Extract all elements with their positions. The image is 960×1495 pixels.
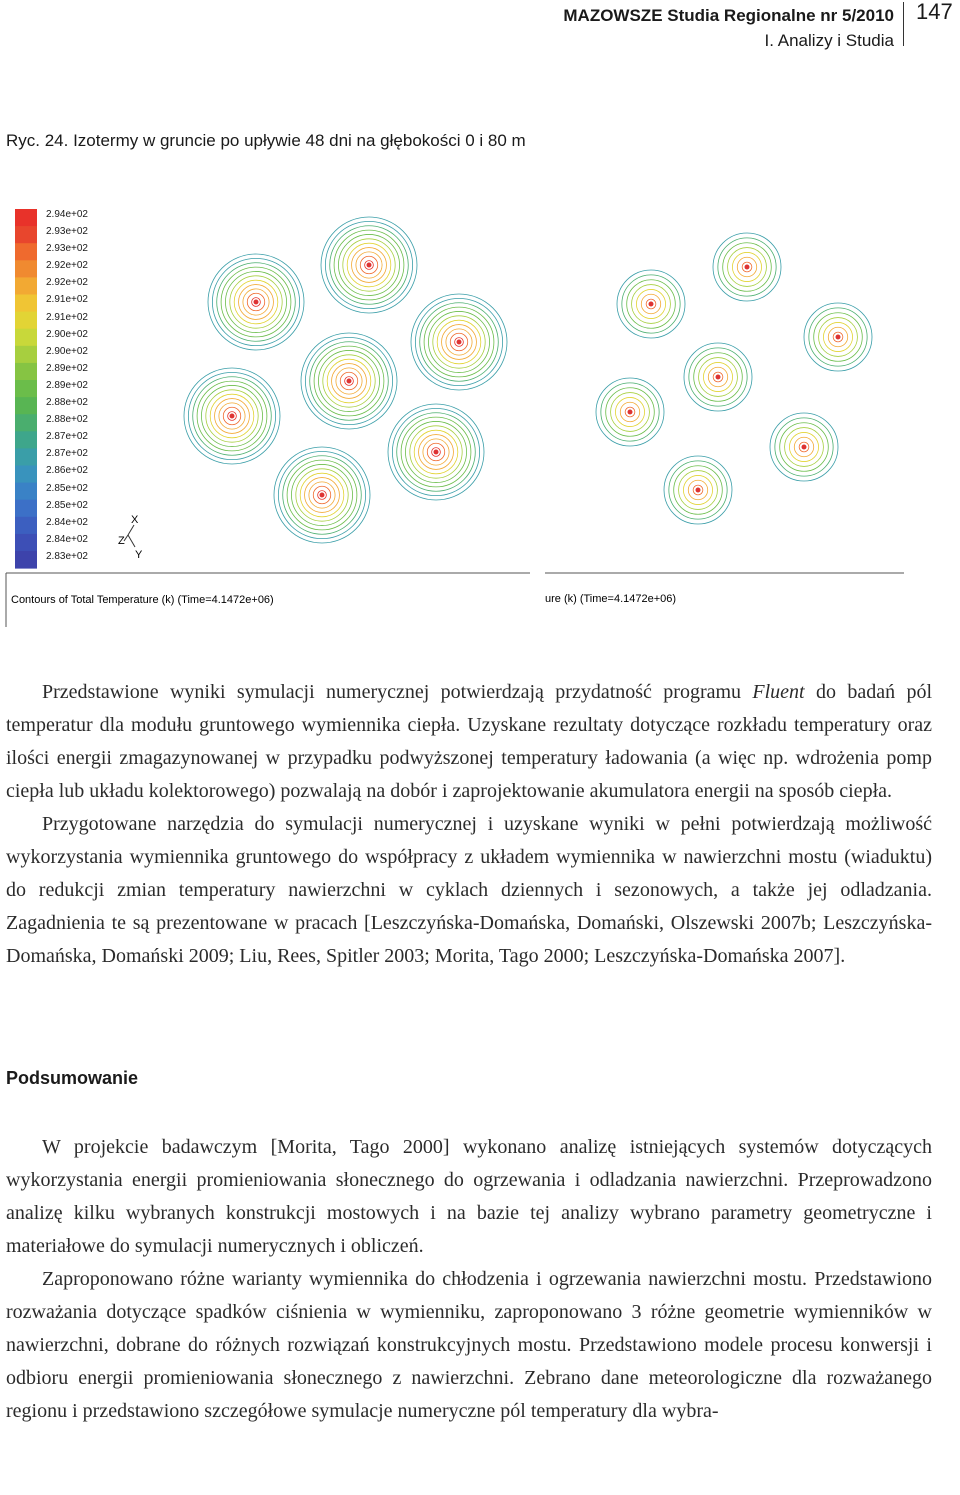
colorbar-swatch xyxy=(15,209,37,227)
colorbar-swatch xyxy=(15,243,37,261)
well-center xyxy=(367,263,372,268)
colorbar-label: 2.84e+02 xyxy=(46,516,88,528)
well-center xyxy=(802,445,807,450)
colorbar-label: 2.85e+02 xyxy=(46,482,88,494)
paragraph-4: Zaproponowano różne warianty wymiennika do chłodzenia i ogrzewania nawierzchni mostu. Przedstawiono rozważania dotyczące spadków ciśnienia w wymienniku, zaproponowano 3 różne geometrie wymienników w nawierzchni, dobrane do różnych rozwiązań konstrukcyjnych mostu. Przedstawiono modele procesu konwersji i odbioru energii promieniowania słonecznego z nawierzchni. Zebrano dane meteorologiczne dla rozważanego regionu i przedstawiono szczegółowe symulacje numeryczne pól temperatury dla wybra- xyxy=(6,1268,932,1422)
colorbar-swatch xyxy=(15,431,37,449)
well-center xyxy=(320,493,325,498)
colorbar-swatch xyxy=(15,500,37,518)
axis-z-label: Z xyxy=(118,535,125,547)
colorbar-swatch xyxy=(15,466,37,484)
colorbar-swatch xyxy=(15,295,37,313)
well-center xyxy=(745,265,750,270)
colorbar-swatch xyxy=(15,226,37,244)
colorbar-label: 2.88e+02 xyxy=(46,397,88,409)
page-header xyxy=(0,0,960,50)
header-divider xyxy=(903,2,904,46)
colorbar-label: 2.88e+02 xyxy=(46,414,88,426)
body-section-2 xyxy=(6,1131,932,1428)
colorbar-swatch xyxy=(15,517,37,535)
colorbar-label: 2.91e+02 xyxy=(46,294,88,306)
header-text xyxy=(563,3,894,53)
colorbar-label: 2.90e+02 xyxy=(46,328,88,340)
colorbar-labels xyxy=(46,206,88,565)
well-center xyxy=(649,302,654,307)
figure-caption: Ryc. 24. Izotermy w gruncie po upływie 48 dni na głębokości 0 i 80 m xyxy=(6,131,526,150)
colorbar-swatch xyxy=(15,551,37,569)
colorbar-label: 2.87e+02 xyxy=(46,431,88,443)
paragraph-1 xyxy=(6,676,932,808)
paragraph-1-rest: do badań pól temperatur dla modułu gruntowego wymiennika ciepła. Uzyskane rezultaty dotyczące rozkładu temperatury oraz ilości energii zmagazynowanej w przypadku podwyższonej temperatury ładowania (a więc np. wdrożenia pomp ciepła lub układu kolektorowego) pozwalają na dobór i zaprojektowanie akumulatora energii na sposób ciepła. xyxy=(6,681,933,802)
colorbar-label: 2.93e+02 xyxy=(46,243,88,255)
colorbar-label: 2.87e+02 xyxy=(46,448,88,460)
left-plot-title: Contours of Total Temperature (k) (Time=4.1472e+06) xyxy=(11,594,274,606)
colorbar-label: 2.92e+02 xyxy=(46,260,88,272)
colorbar-swatch xyxy=(15,312,37,330)
left-contour-plot xyxy=(184,217,507,543)
colorbar-swatch xyxy=(15,397,37,415)
well-center xyxy=(457,340,462,345)
colorbar-swatch xyxy=(15,483,37,501)
axis-y-label: Y xyxy=(135,549,143,561)
well-center xyxy=(836,335,841,340)
figure-isotherms xyxy=(0,195,960,635)
well-center xyxy=(716,375,721,380)
colorbar-label: 2.91e+02 xyxy=(46,311,88,323)
colorbar-label: 2.89e+02 xyxy=(46,362,88,374)
colorbar-swatch xyxy=(15,346,37,364)
axis-x-label: X xyxy=(131,514,139,526)
well-center xyxy=(230,414,235,419)
colorbar xyxy=(15,209,37,569)
well-center xyxy=(254,300,259,305)
colorbar-label: 2.86e+02 xyxy=(46,465,88,477)
well-center xyxy=(628,410,633,415)
colorbar-swatch xyxy=(15,363,37,381)
colorbar-swatch xyxy=(15,448,37,466)
software-name: Fluent xyxy=(752,681,805,703)
well-center xyxy=(696,488,701,493)
colorbar-label: 2.89e+02 xyxy=(46,379,88,391)
colorbar-label: 2.90e+02 xyxy=(46,345,88,357)
well-center xyxy=(434,450,439,455)
colorbar-swatch xyxy=(15,329,37,347)
contour-plot xyxy=(0,195,960,635)
colorbar-swatch xyxy=(15,380,37,398)
colorbar-label: 2.83e+02 xyxy=(46,550,88,562)
paragraph-1-intro: Przedstawione wyniki symulacji numerycznej potwierdzają przydatność programu xyxy=(42,681,753,703)
colorbar-label: 2.85e+02 xyxy=(46,499,88,511)
colorbar-label: 2.93e+02 xyxy=(46,226,88,238)
colorbar-swatch xyxy=(15,260,37,278)
journal-title: MAZOWSZE Studia Regionalne nr 5/2010 xyxy=(563,6,894,25)
axes-triad xyxy=(124,525,135,547)
colorbar-swatch xyxy=(15,277,37,295)
body-section-1 xyxy=(6,676,932,973)
colorbar-label: 2.92e+02 xyxy=(46,277,88,289)
colorbar-label: 2.84e+02 xyxy=(46,533,88,545)
right-contour-plot xyxy=(596,233,872,524)
well-center xyxy=(347,379,352,384)
colorbar-label: 2.94e+02 xyxy=(46,209,88,220)
section-heading: Podsumowanie xyxy=(6,1068,139,1088)
right-plot-title: ure (k) (Time=4.1472e+06) xyxy=(545,593,677,605)
paragraph-3: W projekcie badawczym [Morita, Tago 2000] wykonano analizę istniejących systemów dotyczących wykorzystania energii promieniowania słonecznego do ogrzewania i odladzania nawierzchni. Przeprowadzono analizę kilku wybranych konstrukcji mostowych i na bazie tej analizy wybrano parametry geometryczne i materiałowe do symulacji numerycznych i obliczeń. xyxy=(6,1136,932,1257)
colorbar-swatch xyxy=(15,534,37,552)
section-title: I. Analizy i Studia xyxy=(764,31,894,50)
paragraph-2: Przygotowane narzędzia do symulacji numerycznej i uzyskane wyniki w pełni potwierdzają możliwość wykorzystania wymiennika gruntowego do współpracy z układem wymiennika w nawierzchni mostu (wiaduktu) do redukcji zmian temperatury nawierzchni w cyklach dziennych i sezonowych, a także jej odladzania. Zagadnienia te są prezentowane w pracach [Leszczyńska-Domańska, Domański, Olszewski 2007b; Leszczyńska-Domańska, Domański 2009; Liu, Rees, Spitler 2003; Morita, Tago 2000; Leszczyńska-Domańska 2007]. xyxy=(6,813,932,967)
colorbar-swatch xyxy=(15,414,37,432)
page-number: 147 xyxy=(916,0,953,24)
